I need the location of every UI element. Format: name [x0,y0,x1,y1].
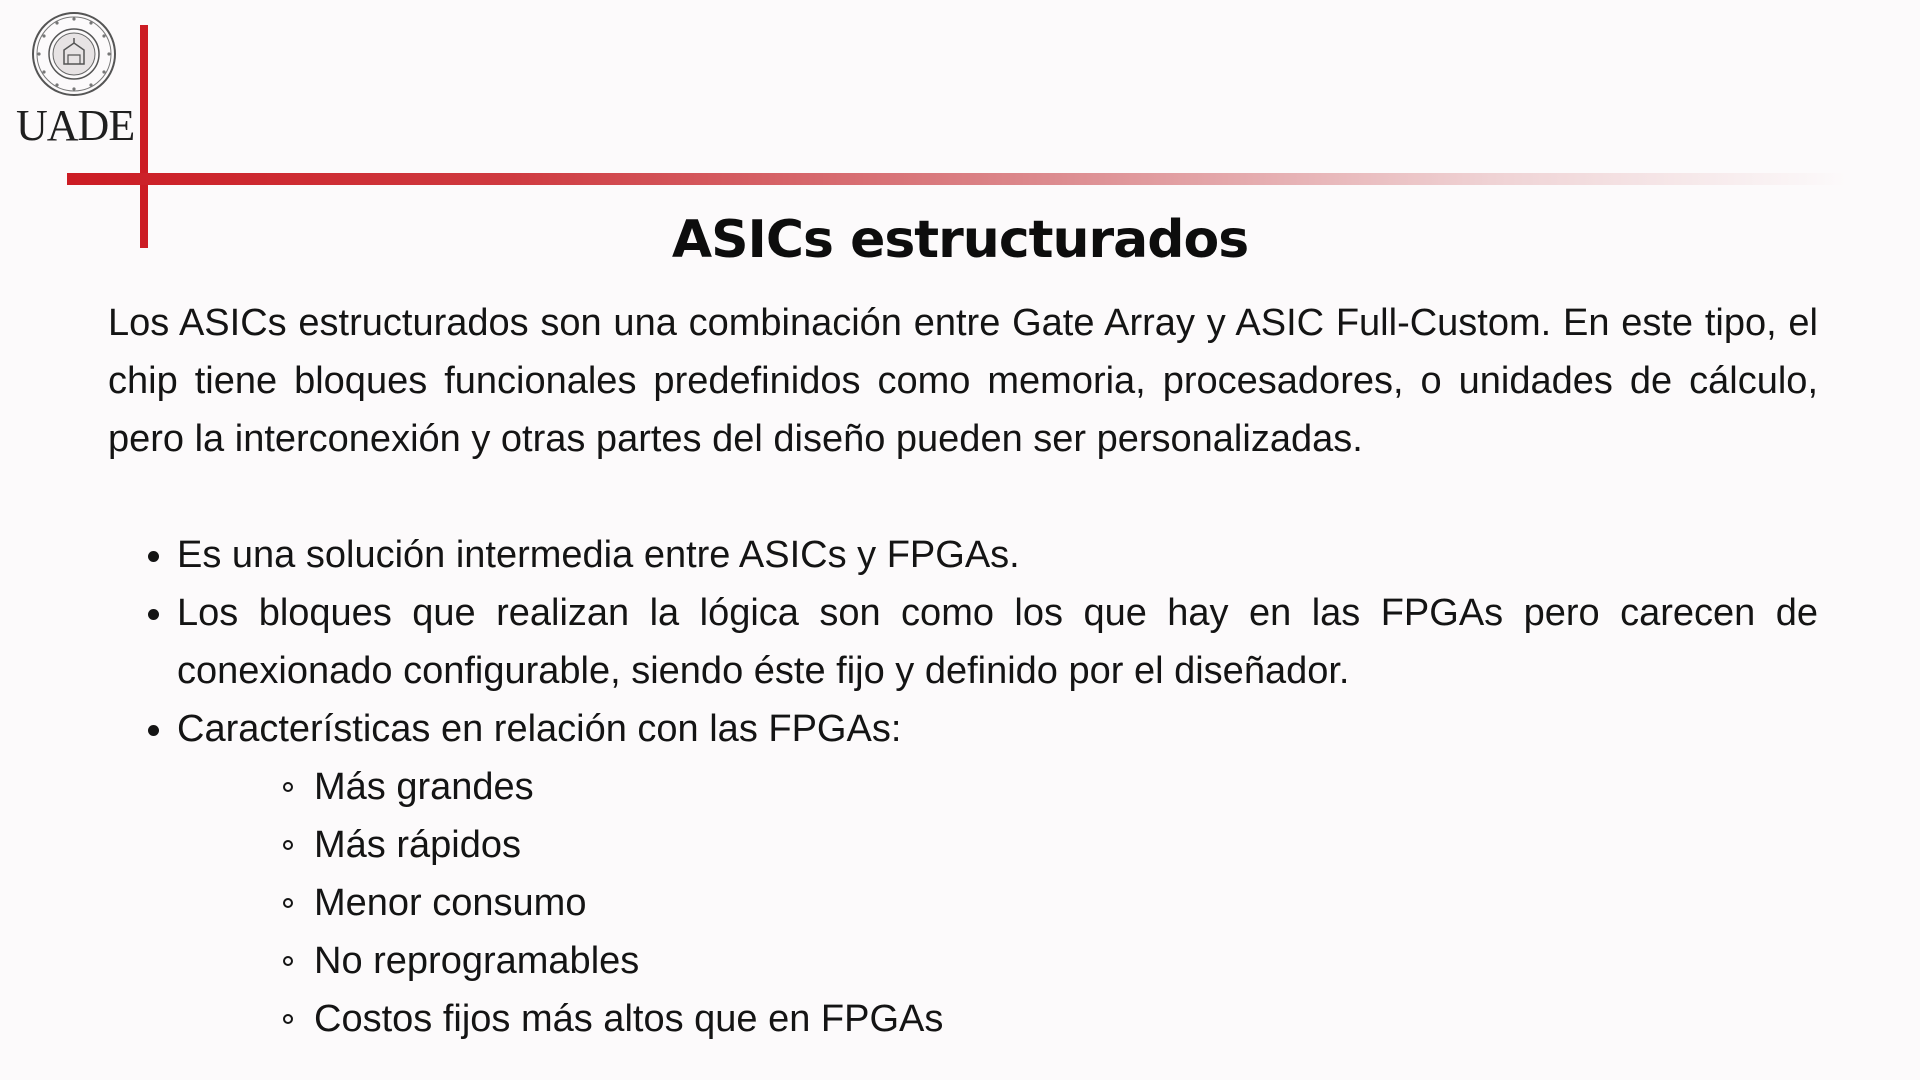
intro-paragraph: Los ASICs estructurados son una combinación entre Gate Array y ASIC Full-Custom. En este tipo, el chip tiene bloques funcionales predefinidos como memoria, procesadores, o unidades de cálculo, pero la interconexión y otras partes del diseño pueden ser personalizadas. [108,302,1818,460]
sub-bullet-item: Más grandes [177,758,1818,816]
sub-bullet-item: No reprogramables [177,932,1818,990]
accent-horizontal-line [67,173,1847,185]
logo-text: UADE [16,101,135,150]
sub-bullet-list [177,758,1818,1048]
bullet-item [108,700,1818,1048]
bullet-item: Los bloques que realizan la lógica son como los que hay en las FPGAs pero carecen de conexionado configurable, siendo éste fijo y definido por el diseñador. [108,584,1818,700]
slide-content [108,294,1818,1048]
sub-bullet-item: Menor consumo [177,874,1818,932]
slide-title: ASICs estructurados [671,210,1249,270]
sub-bullet-item: Costos fijos más altos que en FPGAs [177,990,1818,1048]
sub-bullet-item: Más rápidos [177,816,1818,874]
uade-logo [16,8,135,150]
bullet-item: Es una solución intermedia entre ASICs y FPGAs. [108,526,1818,584]
university-seal-icon [30,10,118,98]
bullet-list [108,526,1818,1048]
bullet-item-label: Características en relación con las FPGAs: [177,708,902,750]
